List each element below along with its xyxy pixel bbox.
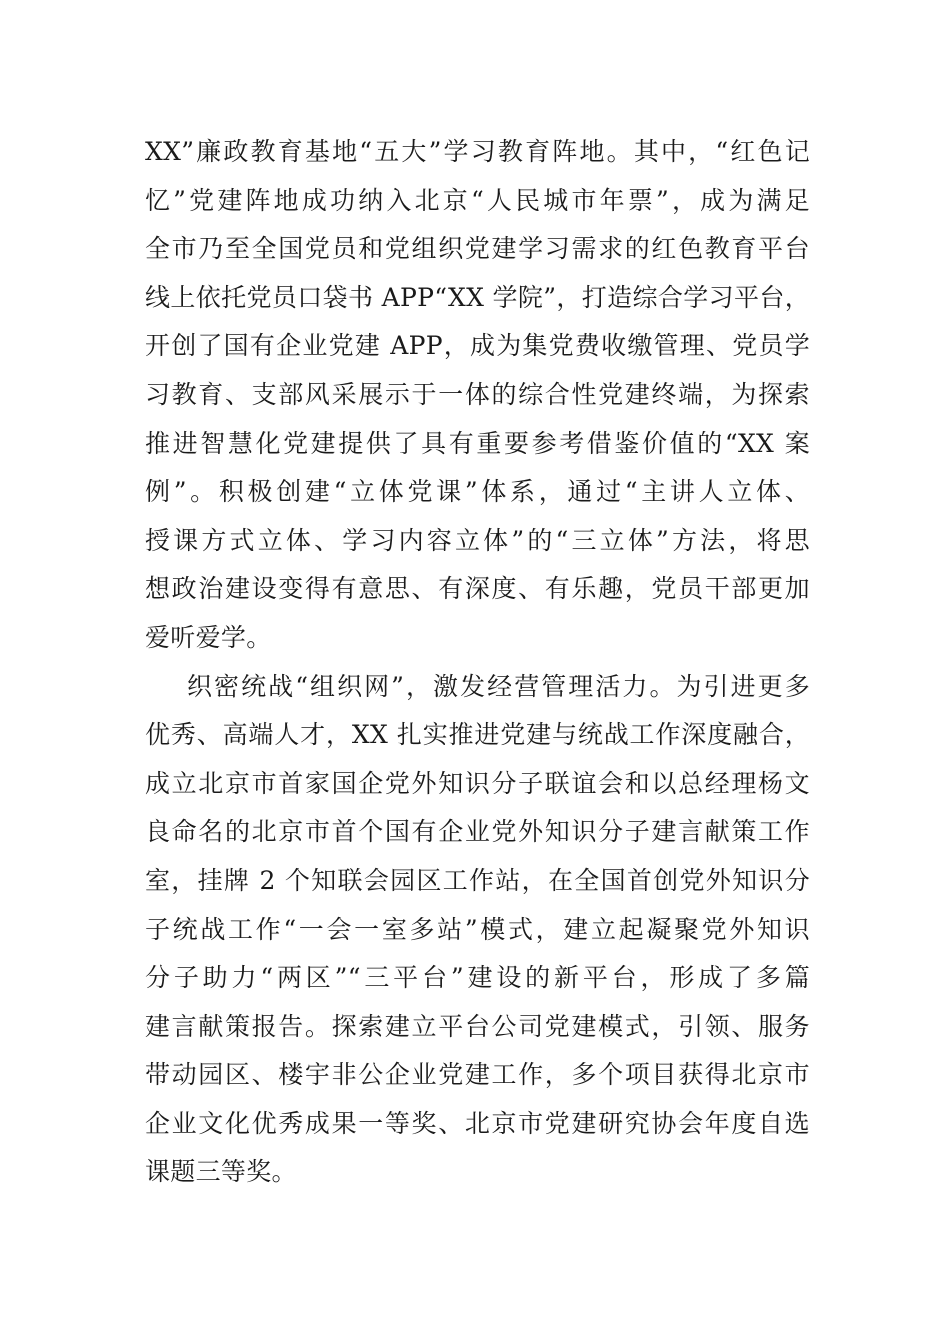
text-line: XX”廉政教育基地“五大”学习教育阵地。其中，“红色记 (145, 137, 810, 166)
document-page (145, 128, 810, 1197)
text-line: 习教育、支部风采展示于一体的综合性党建终端，为探索 (145, 379, 810, 409)
text-line: 线上依托党员口袋书 APP“XX 学院”，打造综合学习平台， (145, 282, 810, 312)
text-line: 企业文化优秀成果一等奖、北京市党建研究协会年度自选 (145, 1108, 810, 1138)
text-line: 成立北京市首家国企党外知识分子联谊会和以总经理杨文 (145, 768, 810, 798)
text-line: 忆”党建阵地成功纳入北京“人民城市年票”，成为满足 (145, 185, 810, 215)
text-line: 例”。积极创建“立体党课”体系，通过“主讲人立体、 (145, 477, 810, 507)
paragraph-2 (145, 663, 810, 1198)
text-line: 爱听爱学。 (145, 622, 272, 652)
text-line: 开创了国有企业党建 APP，成为集党费收缴管理、党员学 (145, 331, 810, 361)
text-line: 分子助力“两区”“三平台”建设的新平台，形成了多篇 (145, 963, 810, 993)
text-line: 全市乃至全国党员和党组织党建学习需求的红色教育平台 (145, 234, 810, 264)
text-line: 课题三等奖。 (145, 1157, 297, 1187)
text-line: 室，挂牌 2 个知联会园区工作站，在全国首创党外知识分 (145, 865, 810, 895)
text-line: 建言献策报告。探索建立平台公司党建模式，引领、服务 (145, 1011, 810, 1041)
text-line: 授课方式立体、学习内容立体”的“三立体”方法，将思 (145, 525, 810, 555)
text-line: 子统战工作“一会一室多站”模式，建立起凝聚党外知识 (145, 914, 810, 944)
text-line: 良命名的北京市首个国有企业党外知识分子建言献策工作 (145, 817, 810, 847)
text-line: 优秀、高端人才，XX 扎实推进党建与统战工作深度融合， (145, 720, 810, 750)
text-line: 推进智慧化党建提供了具有重要参考借鉴价值的“XX 案 (145, 428, 810, 458)
text-line: 想政治建设变得有意思、有深度、有乐趣，党员干部更加 (145, 574, 810, 604)
text-line: 带动园区、楼宇非公企业党建工作，多个项目获得北京市 (145, 1060, 810, 1090)
paragraph-1 (145, 128, 810, 663)
text-line: 织密统战“组织网”，激发经营管理活力。为引进更多 (187, 671, 810, 701)
